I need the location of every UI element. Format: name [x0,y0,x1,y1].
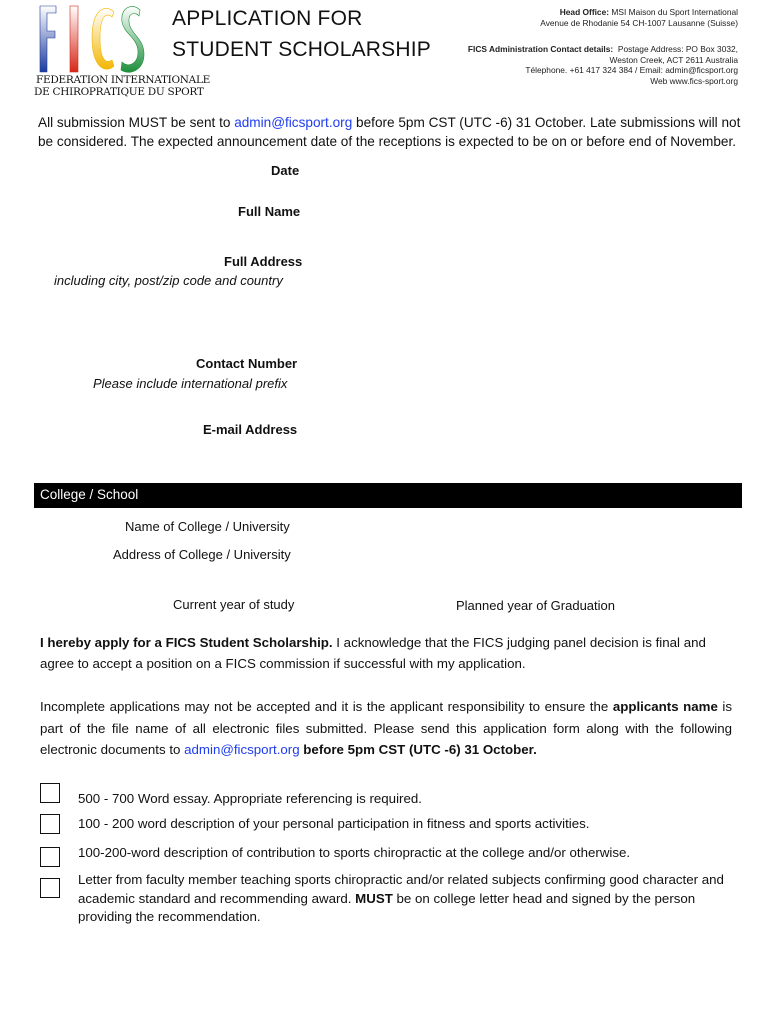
contact-number-label: Contact Number [196,356,298,371]
date-label: Date [271,163,300,178]
head-office-label: Head Office: [559,7,610,17]
instructions-bold-name: applicants name [612,699,718,714]
intro-text-end: before 5pm CST (UTC -6) 31 October. Late submissions will not be considered. The expected announcement date of the receptions is expected to be on or before end of November. [38,115,741,149]
recommendation-text-a: Letter from faculty member teaching sports chiropractic and/or related subjects confirming good character and academic standard and recommending award. [78,872,724,906]
admin-postal: Postage Address: PO Box 3032, [617,44,738,54]
college-section-title: College / School [40,487,139,502]
logo-text-line2: DE CHIROPRATIQUE DU SPORT [34,86,204,98]
logo-text-line1: FEDERATION INTERNATIONALE [36,74,211,86]
declaration-text: I acknowledge that the FICS judging panel decision is final and agree to accept a position on a FICS commission if successful with my application. [40,635,706,671]
intro-email-link[interactable]: admin@ficsport.org [234,115,353,130]
college-section-header [34,483,742,508]
admin-web: Web www.fics-sport.org [650,75,738,86]
checkbox-participation[interactable] [40,814,60,834]
checklist-item-essay: 500 - 700 Word essay. Appropriate referencing is required. [78,791,422,806]
page-title-line2: STUDENT SCHOLARSHIP [172,38,431,61]
head-office-address: Avenue de Rhodanie 54 CH-1007 Lausanne (Suisse) [540,17,738,28]
declaration-paragraph [40,632,740,674]
recommendation-text-b: be on college letter head and signed by the person providing the recommendation. [78,890,696,924]
instructions-text-2: is part of the file name of all electronic files submitted. Please send this application form along with the following electronic documents to [40,699,732,757]
full-address-hint: including city, post/zip code and country [54,273,283,288]
admin-postal-line2: Weston Creek, ACT 2611 Australia [609,54,738,65]
email-address-label: E-mail Address [203,422,298,437]
full-name-label: Full Name [238,204,301,219]
admin-contact [468,44,738,86]
planned-graduation-label: Planned year of Graduation [456,598,615,613]
checklist-item-contribution: 100-200-word description of contribution to sports chiropractic at the college and/or otherwise. [78,845,631,860]
recommendation-must: MUST [355,890,393,906]
college-address-label: Address of College / University [113,547,291,562]
head-office [540,7,738,28]
admin-contact-label: FICS Administration Contact details: [467,44,614,54]
fics-logo [30,2,211,100]
admin-phone-email: Télephone. +61 417 324 384 / Email: admin@ficsport.org [525,65,738,75]
instructions-deadline: before 5pm CST (UTC -6) 31 October. [299,742,537,757]
intro-paragraph [38,113,748,151]
checkbox-essay[interactable] [40,783,60,803]
instructions-paragraph [40,696,732,761]
contact-number-hint: Please include international prefix [93,376,288,391]
head-office-value: MSI Maison du Sport International [611,7,738,17]
college-name-label: Name of College / University [125,519,290,534]
checklist-item-participation: 100 - 200 word description of your personal participation in fitness and sports activities. [78,816,590,831]
checklist-item-recommendation [78,871,738,927]
checkbox-recommendation-letter[interactable] [40,878,60,898]
checkbox-contribution[interactable] [40,847,60,867]
full-address-label: Full Address [224,254,303,269]
page-title-line1: APPLICATION FOR [172,7,363,30]
instructions-email-link[interactable]: admin@ficsport.org [184,742,300,757]
current-year-label: Current year of study [173,597,295,612]
instructions-text-1: Incomplete applications may not be accepted and it is the applicant responsibility to ensure the [40,699,613,714]
intro-text-start: All submission MUST be sent to [38,115,235,130]
declaration-bold: I hereby apply for a FICS Student Scholarship. [40,635,333,650]
fics-logo-letters [36,2,146,76]
